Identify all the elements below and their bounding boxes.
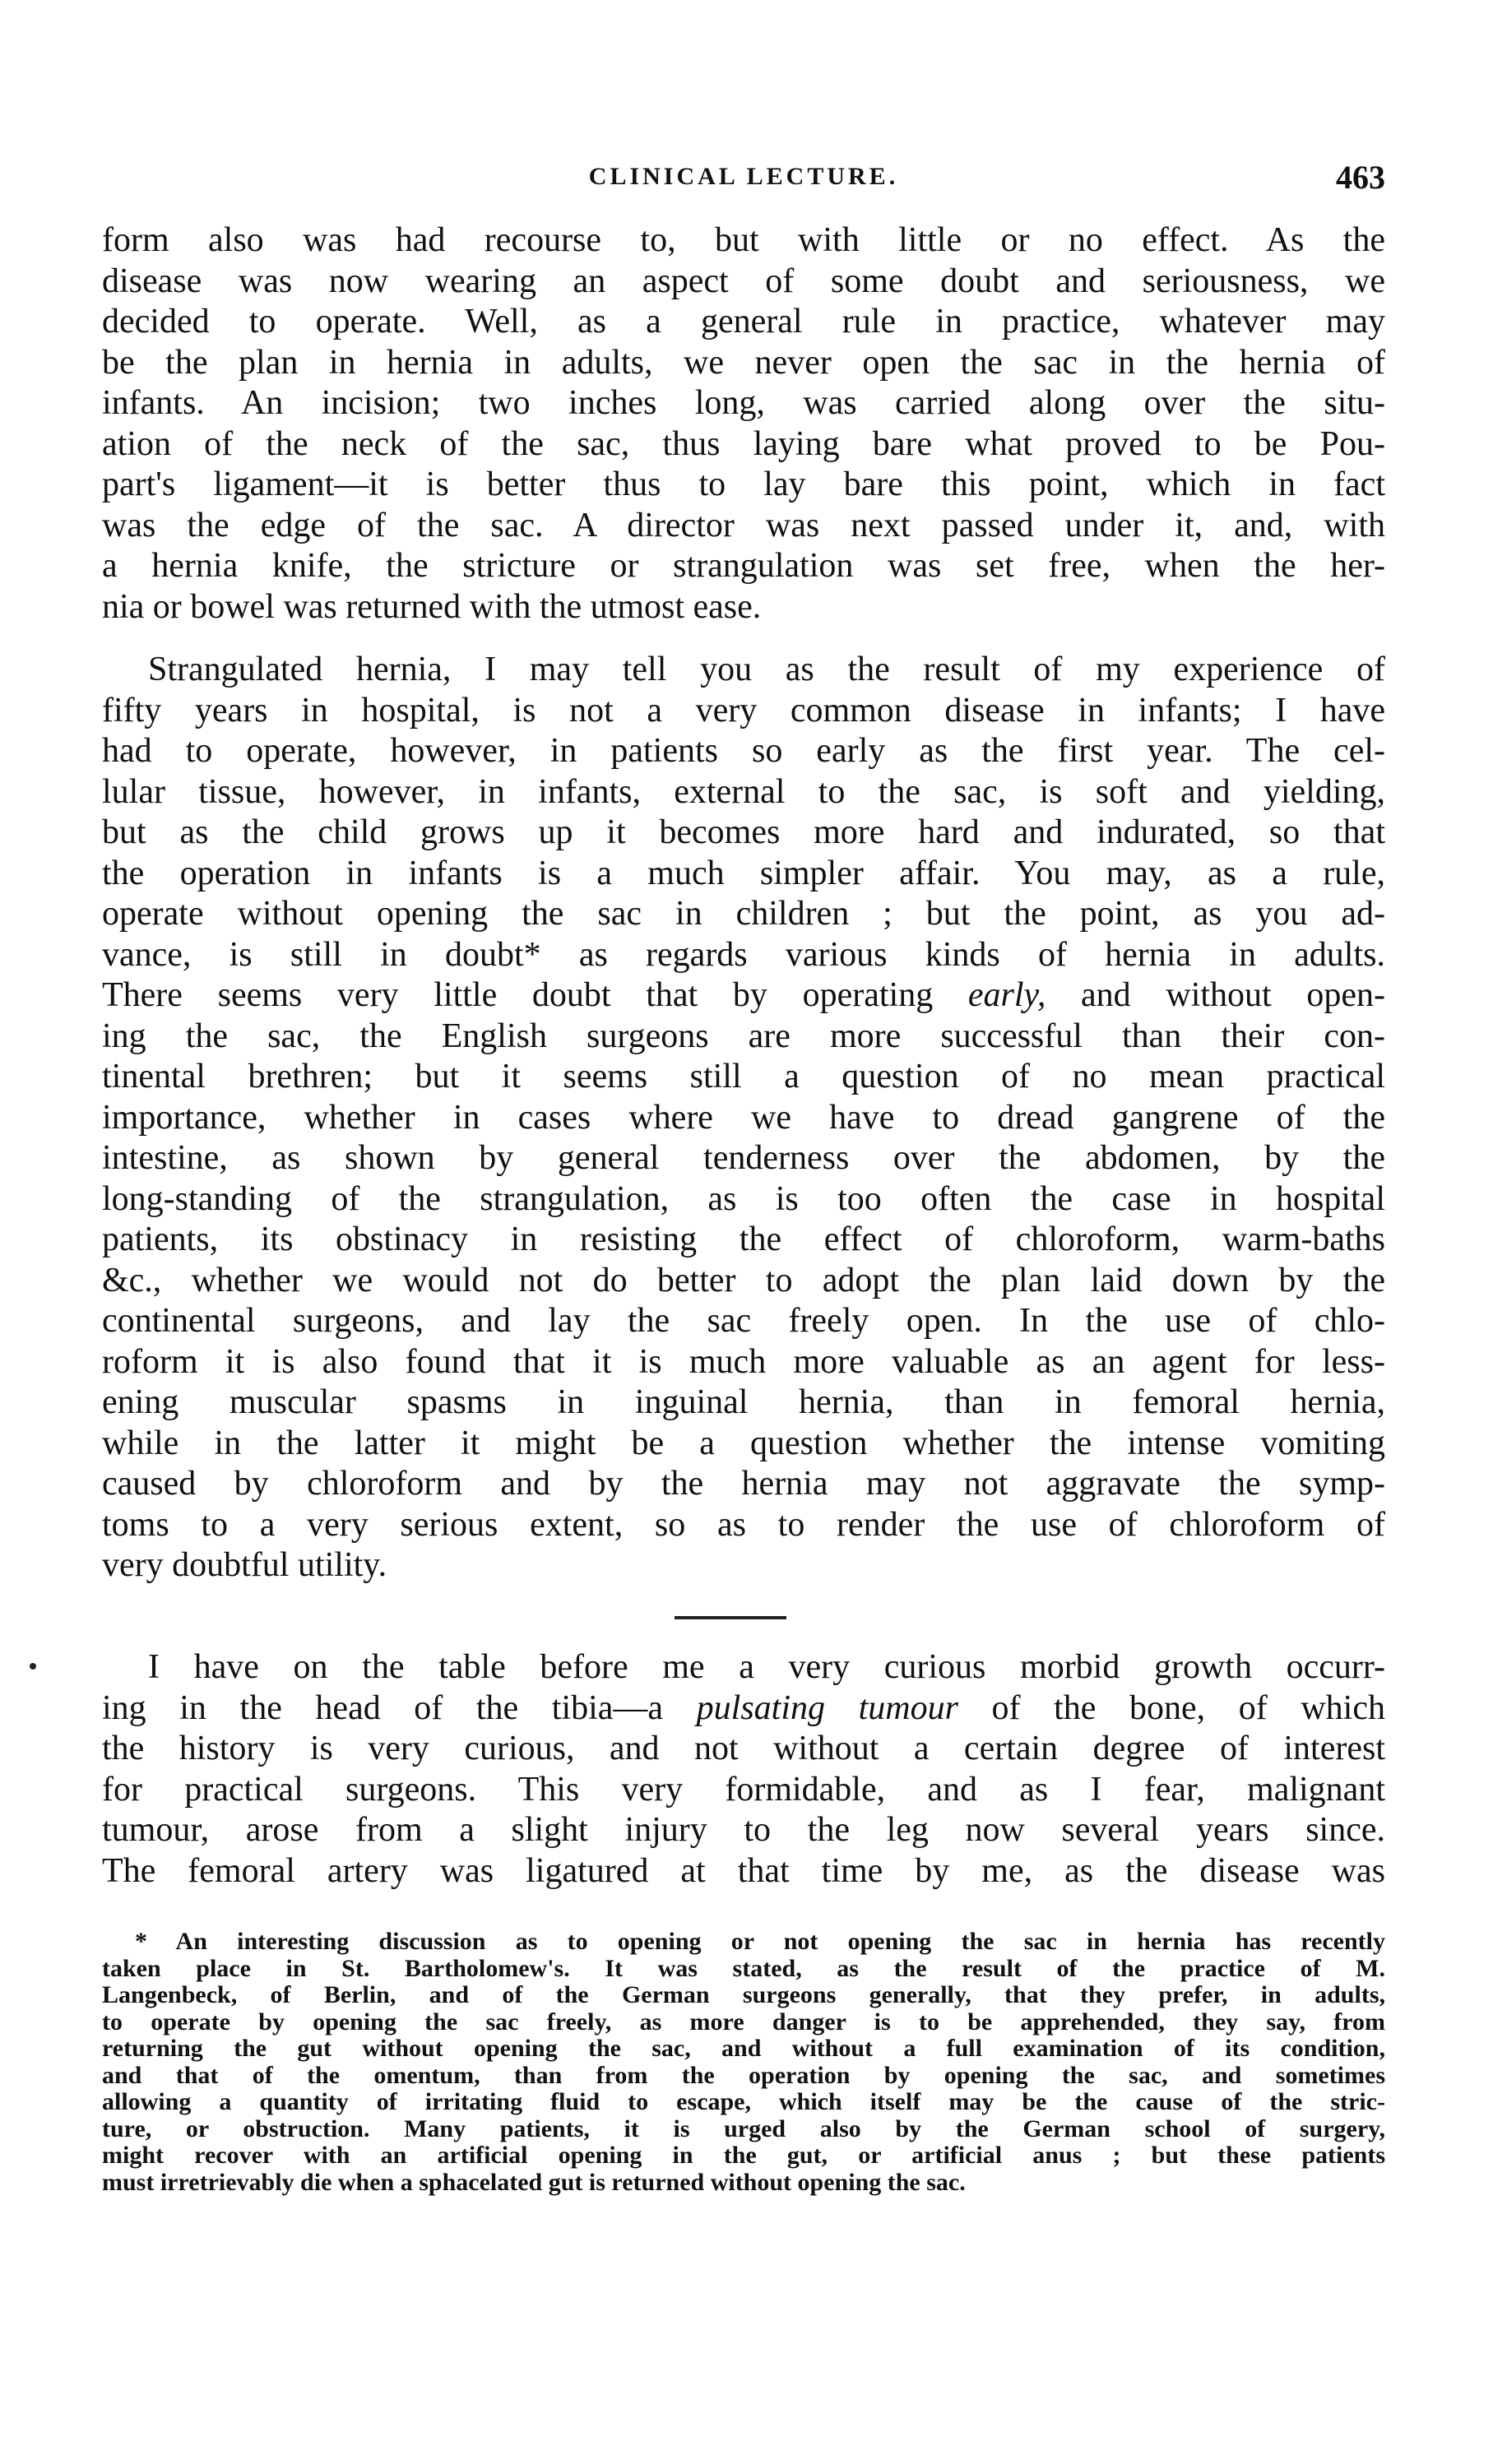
text-line: while in the latter it might be a question whether the intense vomiting	[102, 1424, 1385, 1462]
text-line: The femoral artery was ligatured at that time by me, as the disease was	[102, 1851, 1385, 1890]
text-segment: and without open-	[1046, 976, 1386, 1014]
text-line: form also was had recourse to, but with little or no effect. As the	[102, 221, 1385, 259]
running-title: CLINICAL LECTURE.	[588, 163, 899, 190]
text-line: toms to a very serious extent, so as to render the use of chloroform of	[102, 1505, 1385, 1544]
text-line: lular tissue, however, in infants, external to the sac, is soft and yielding,	[102, 772, 1385, 811]
text-line: very doubtful utility.	[102, 1546, 387, 1584]
text-line: long-standing of the strangulation, as is too often the case in hospital	[102, 1179, 1385, 1218]
section-divider	[675, 1616, 786, 1619]
margin-speck	[30, 1663, 36, 1670]
text-segment: ing in the head of the tibia—a	[102, 1688, 697, 1727]
text-line: disease was now wearing an aspect of some doubt and seriousness, we	[102, 262, 1385, 300]
text-line: tumour, arose from a slight injury to the leg now several years since.	[102, 1811, 1385, 1849]
text-line-with-italic	[102, 1688, 1385, 1730]
footnote-line: ture, or obstruction. Many patients, it is urged also by the German school of surgery,	[102, 2114, 1385, 2142]
text-segment: of the bone, of which	[957, 1688, 1385, 1727]
text-line: part's ligament—it is better thus to lay bare this point, which in fact	[102, 465, 1385, 503]
text-line: be the plan in hernia in adults, we never open the sac in the hernia of	[102, 343, 1385, 382]
text-line: importance, whether in cases where we have to dread gangrene of the	[102, 1098, 1385, 1137]
footnote-line: allowing a quantity of irritating fluid to escape, which itself may be the cause of the stric-	[102, 2088, 1385, 2115]
text-line: ening muscular spasms in inguinal hernia, than in femoral hernia,	[102, 1383, 1385, 1421]
footnote	[102, 1929, 1385, 2196]
text-line: patients, its obstinacy in resisting the effect of chloroform, warm-baths	[102, 1220, 1385, 1258]
text-segment: There seems very little doubt that by operating	[102, 976, 968, 1014]
running-head	[102, 159, 1385, 204]
text-line: &c., whether we would not do better to adopt the plan laid down by the	[102, 1261, 1385, 1299]
italic-word: early,	[967, 976, 1046, 1014]
footnote-line: Langenbeck, of Berlin, and of the German surgeons generally, that they prefer, in adults,	[102, 1981, 1385, 2008]
footnote-line: taken place in St. Bartholomew's. It was stated, as the result of the practice of M.	[102, 1954, 1385, 1982]
text-line: Strangulated hernia, I may tell you as the result of my experience of	[148, 651, 1385, 688]
text-line: had to operate, however, in patients so early as the first year. The cel-	[102, 732, 1385, 770]
text-line: vance, is still in doubt* as regards various kinds of hernia in adults.	[102, 935, 1385, 974]
text-line: a hernia knife, the stricture or strangulation was set free, when the her-	[102, 547, 1385, 585]
text-line: the operation in infants is a much simpler affair. You may, as a rule,	[102, 854, 1385, 892]
text-line: continental surgeons, and lay the sac freely open. In the use of chlo-	[102, 1302, 1385, 1340]
paragraph-2	[102, 650, 1385, 1586]
text-line: tinental brethren; but it seems still a question of no mean practical	[102, 1058, 1385, 1095]
text-line: infants. An incision; two inches long, was carried along over the situ-	[102, 384, 1385, 422]
paragraph-1	[102, 220, 1385, 628]
footnote-line: might recover with an artificial opening in the gut, or artificial anus ; but these patients	[102, 2142, 1385, 2169]
text-line: for practical surgeons. This very formidable, and as I fear, malignant	[102, 1770, 1385, 1809]
text-line: intestine, as shown by general tenderness over the abdomen, by the	[102, 1139, 1385, 1177]
text-line: but as the child grows up it becomes more hard and indurated, so that	[102, 813, 1385, 851]
footnote-line: and that of the omentum, than from the operation by opening the sac, and sometimes	[102, 2061, 1385, 2089]
text-line-with-italic	[102, 975, 1385, 1017]
footnote-line: * An interesting discussion as to opening or not opening the sac in hernia has recently	[135, 1928, 1385, 1955]
italic-phrase: pulsating tumour	[696, 1688, 958, 1727]
text-line: operate without opening the sac in children ; but the point, as you ad-	[102, 895, 1385, 933]
text-line: decided to operate. Well, as a general rule in practice, whatever may	[102, 303, 1385, 340]
text-line: ing the sac, the English surgeons are more successful than their con-	[102, 1017, 1385, 1055]
text-line: ation of the neck of the sac, thus laying bare what proved to be Pou-	[102, 424, 1385, 463]
text-line: was the edge of the sac. A director was next passed under it, and, with	[102, 506, 1385, 544]
footnote-line: must irretrievably die when a sphacelated gut is returned without opening the sac.	[102, 2168, 966, 2196]
page-number: 463	[1336, 159, 1385, 196]
footnote-line: to operate by opening the sac freely, as more danger is to be apprehended, they say, from	[102, 2008, 1385, 2036]
text-line: the history is very curious, and not without a certain degree of interest	[102, 1730, 1385, 1767]
text-line: caused by chloroform and by the hernia may not aggravate the symp-	[102, 1465, 1385, 1503]
text-line: I have on the table before me a very curious morbid growth occurr-	[148, 1648, 1385, 1686]
footnote-line: returning the gut without opening the sac, and without a full examination of its condition,	[102, 2035, 1385, 2062]
text-line: fifty years in hospital, is not a very common disease in infants; I have	[102, 691, 1385, 729]
paragraph-3	[102, 1647, 1385, 1892]
text-line: nia or bowel was returned with the utmost ease.	[102, 587, 762, 626]
text-line: roform it is also found that it is much more valuable as an agent for less-	[102, 1342, 1385, 1381]
